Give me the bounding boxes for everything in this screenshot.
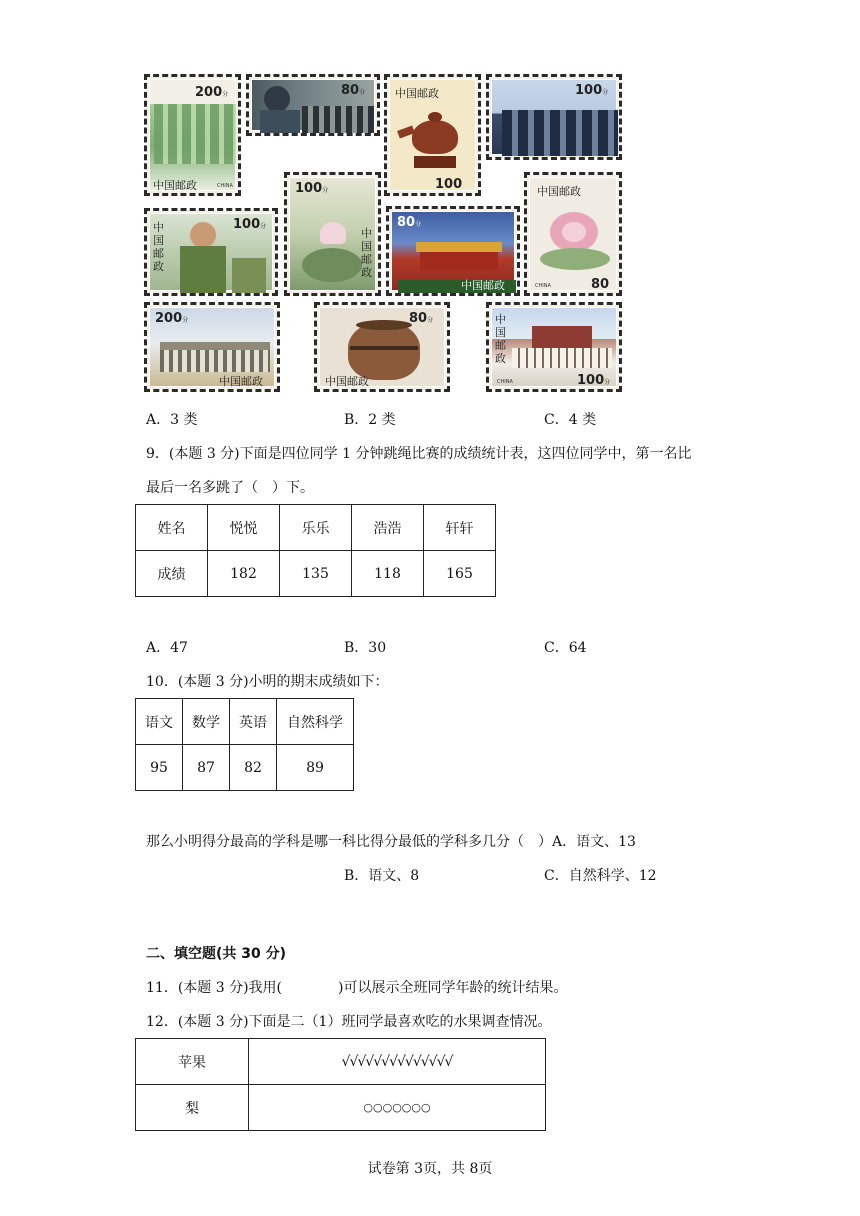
table-cell: 182 xyxy=(208,551,280,597)
q9-option-c[interactable]: C．64 xyxy=(544,640,587,656)
q9-text-line2: 最后一名多跳了（ ）下。 xyxy=(146,480,314,496)
table-cell: 轩轩 xyxy=(424,505,496,551)
table-cell: 165 xyxy=(424,551,496,597)
table-cell: 乐乐 xyxy=(280,505,352,551)
stamp-soldiers: 200分 中国邮政 CHINA xyxy=(144,74,241,196)
table-cell: 成绩 xyxy=(136,551,208,597)
stamp-peony: 中国邮政 CHINA 80 xyxy=(524,172,622,296)
page-footer: 试卷第 3页，共 8页 xyxy=(367,1161,493,1177)
table-row xyxy=(136,1085,546,1131)
q10-text: 10．(本题 3 分)小明的期末成绩如下： xyxy=(146,674,389,690)
table-cell: 95 xyxy=(136,745,183,791)
table-cell: 梨 xyxy=(136,1085,249,1131)
section-title: 二、填空题(共 30 分) xyxy=(146,946,287,962)
stamp-teapot: 中国邮政 100 xyxy=(384,74,481,196)
q8-option-c[interactable]: C．4 类 xyxy=(544,412,597,428)
stamp-parade: 100分 xyxy=(486,74,622,160)
stamp-great-hall: 200分 中国邮政 xyxy=(144,302,280,392)
stamp-pottery: 80分 中国邮政 xyxy=(314,302,450,392)
table-cell: 苹果 xyxy=(136,1039,249,1085)
table-row xyxy=(136,551,496,597)
table-cell: 悦悦 xyxy=(208,505,280,551)
q11-text: 11．(本题 3 分)我用( )可以展示全班同学年龄的统计结果。 xyxy=(146,980,568,996)
table-cell: 语文 xyxy=(136,699,183,745)
stamp-lotus: 100分 中国邮政 xyxy=(284,172,381,296)
table-cell: 118 xyxy=(352,551,424,597)
q9-text-line1: 9．(本题 3 分)下面是四位同学 1 分钟跳绳比赛的成绩统计表，这四位同学中，第一名比 xyxy=(146,446,692,462)
q9-option-a[interactable]: A．47 xyxy=(146,640,188,656)
table-row xyxy=(136,1039,546,1085)
table-cell: 浩浩 xyxy=(352,505,424,551)
table-cell: 135 xyxy=(280,551,352,597)
q10-grade-table xyxy=(135,698,354,791)
tally-cell: ○○○○○○○ xyxy=(249,1085,546,1131)
q12-fruit-table xyxy=(135,1038,546,1131)
table-cell: 姓名 xyxy=(136,505,208,551)
table-row xyxy=(136,699,354,745)
tally-cell: √√√√√√√√√√√√√√ xyxy=(249,1039,546,1085)
q9-score-table xyxy=(135,504,496,597)
q9-option-b[interactable]: B．30 xyxy=(344,640,387,656)
table-cell: 87 xyxy=(183,745,230,791)
q8-option-b[interactable]: B．2 类 xyxy=(344,412,396,428)
table-cell: 自然科学 xyxy=(277,699,354,745)
table-cell: 数学 xyxy=(183,699,230,745)
q10-option-b[interactable]: B．语文、8 xyxy=(344,868,420,884)
stamps-illustration xyxy=(142,72,624,394)
stamp-soldier-portrait: 中国邮政 100分 xyxy=(144,208,278,296)
table-cell: 89 xyxy=(277,745,354,791)
table-cell: 82 xyxy=(230,745,277,791)
table-row xyxy=(136,505,496,551)
table-cell: 英语 xyxy=(230,699,277,745)
q12-text: 12．(本题 3 分)下面是二（1）班同学最喜欢吃的水果调查情况。 xyxy=(146,1014,552,1030)
table-row xyxy=(136,745,354,791)
q8-option-a[interactable]: A．3 类 xyxy=(146,412,198,428)
stamp-potala: 中国邮政 CHINA 100分 xyxy=(486,302,622,392)
stamp-pilot: 80分 xyxy=(246,74,380,136)
q10-question: 那么小明得分最高的学科是哪一科比得分最低的学科多几分（ ）A．语文、13 xyxy=(146,834,636,850)
stamp-tiananmen: 80分 中国邮政 xyxy=(386,206,520,296)
q10-option-c[interactable]: C．自然科学、12 xyxy=(544,868,657,884)
